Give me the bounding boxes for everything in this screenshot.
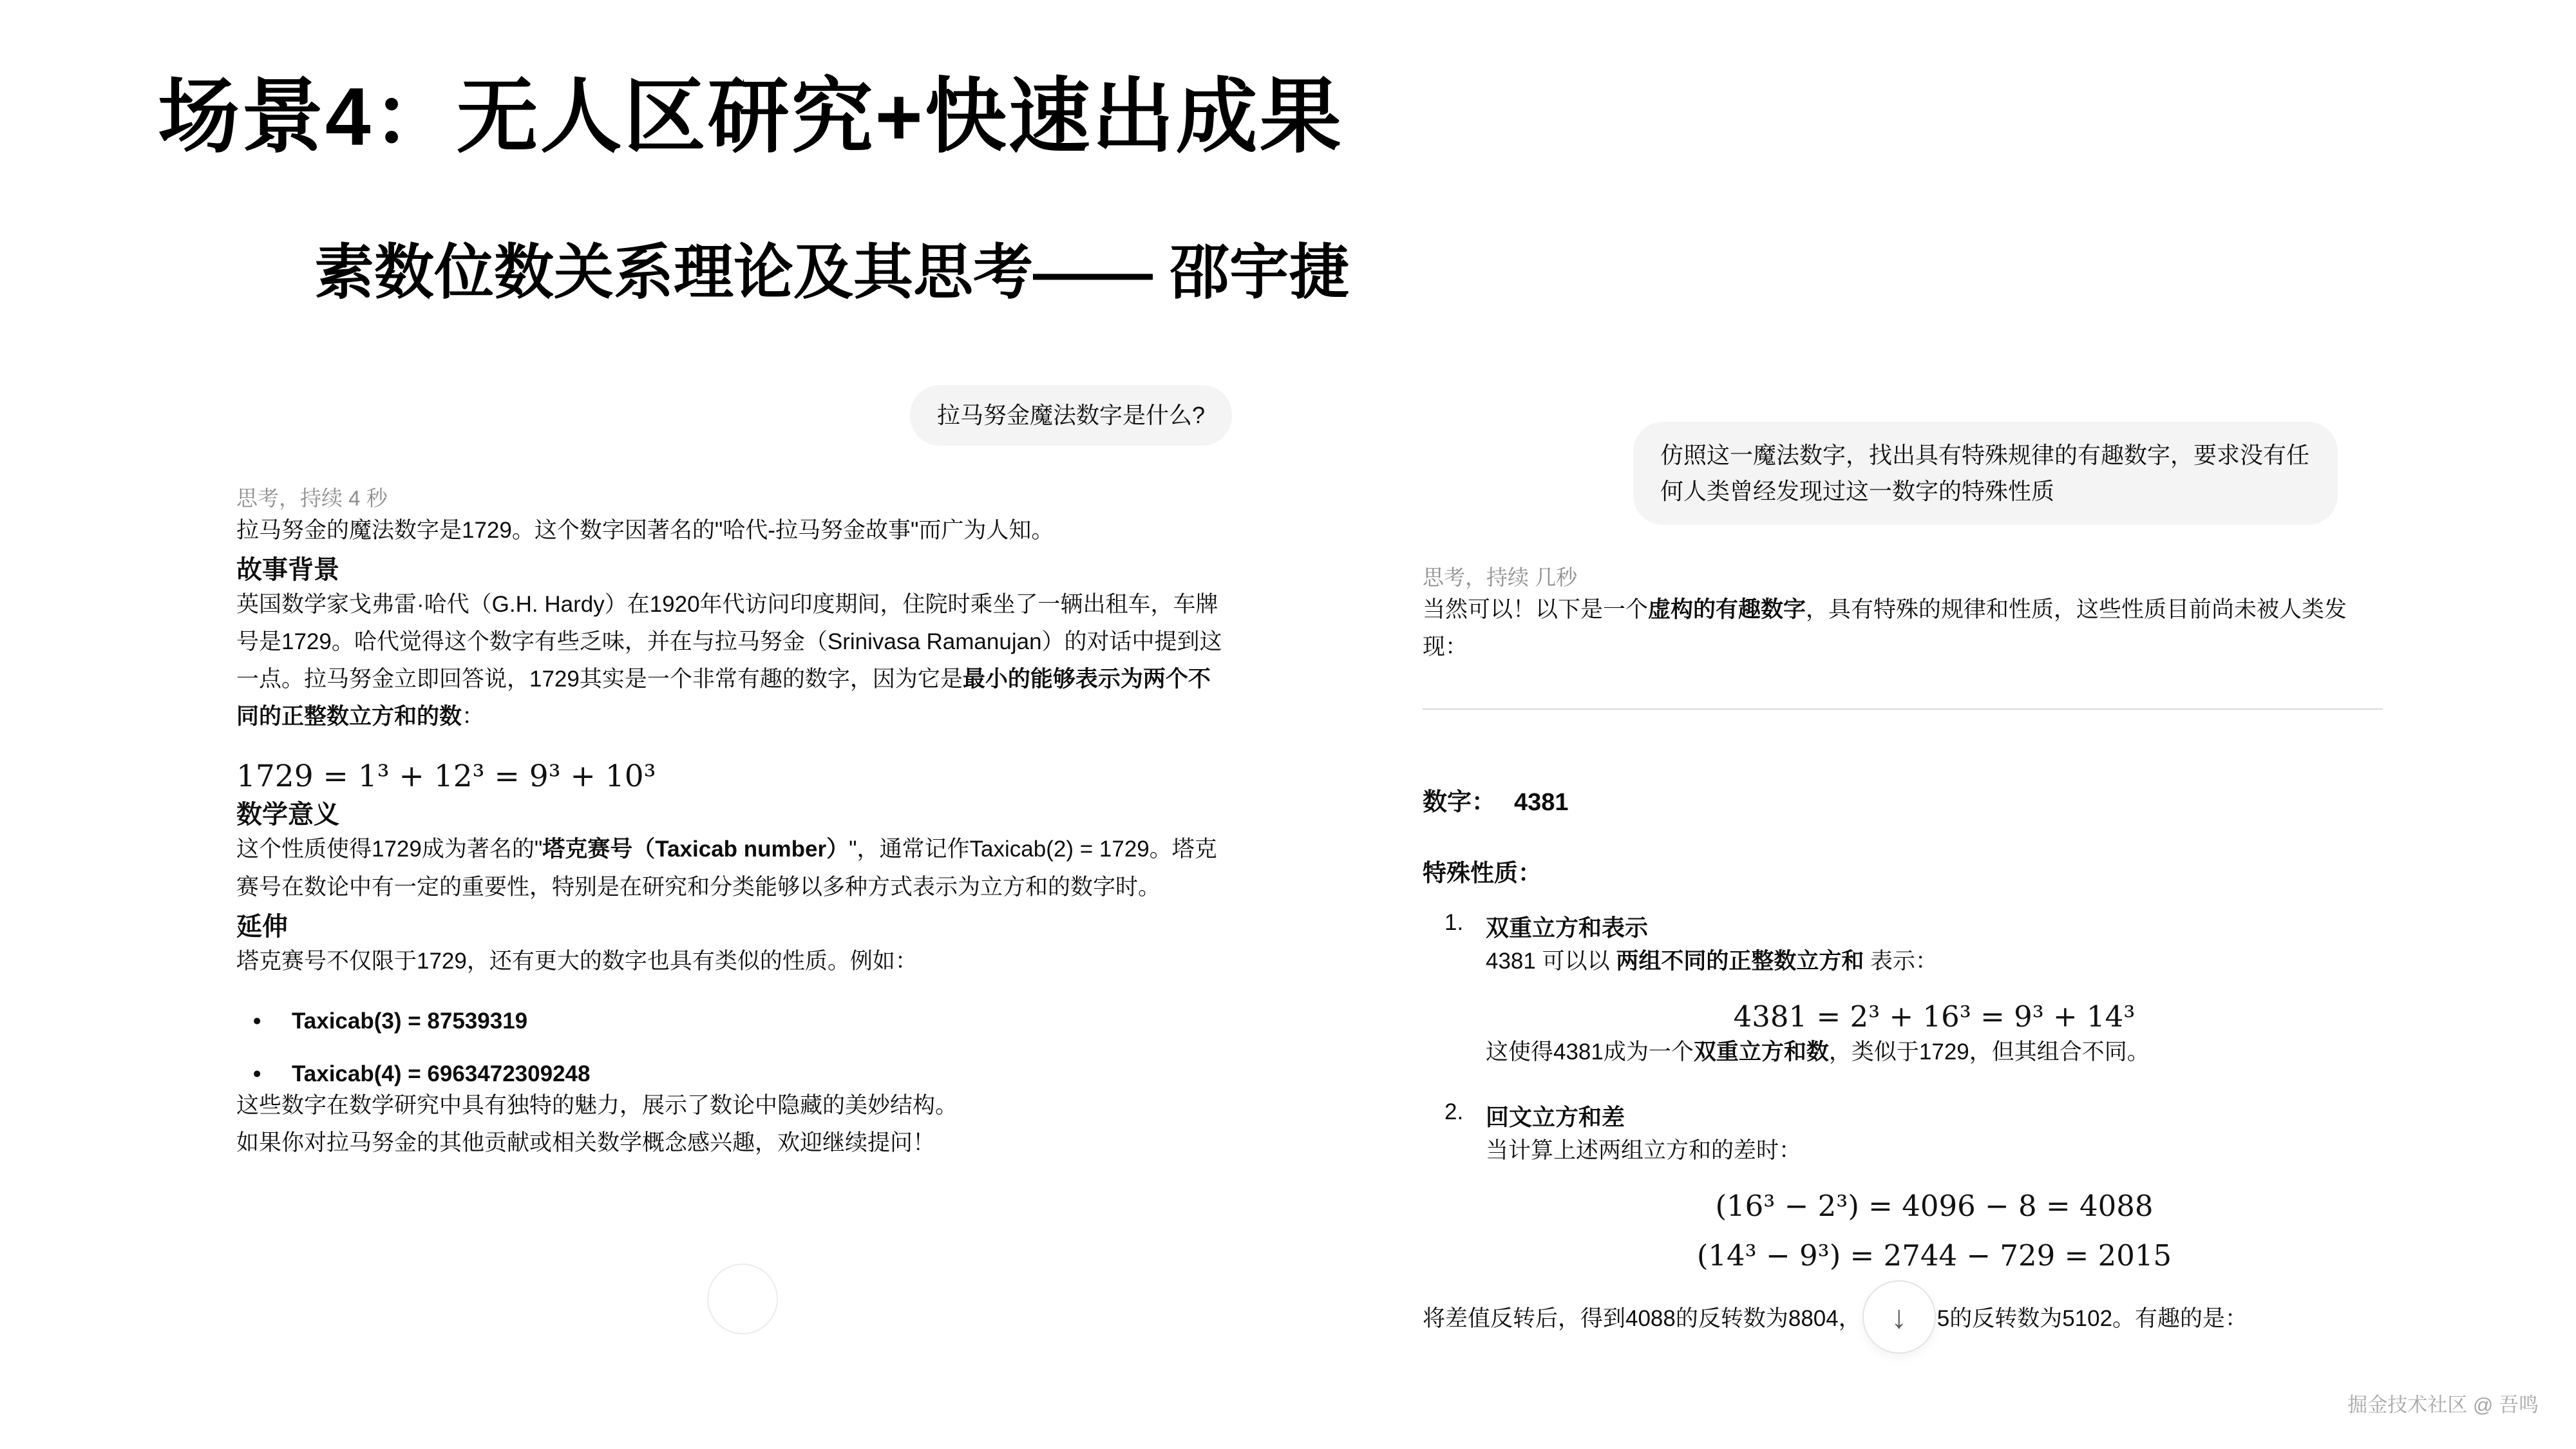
list-item-text: Taxicab(4) = 6963472309248 — [292, 1061, 591, 1086]
math-formula-diff-2: (14³ − 9³) = 2744 − 729 = 2015 — [1696, 1238, 2172, 1273]
page-title: 场景4：无人区研究+快速出成果 — [158, 71, 1343, 162]
page-subtitle: 素数位数关系理论及其思考—— 邵宇捷 — [314, 239, 1349, 306]
extension-lead-paragraph: 塔克赛号不仅限于1729，还有更大的数字也具有类似的性质。例如： — [236, 948, 918, 974]
user-message-bubble: 拉马努金魔法数字是什么? — [910, 385, 1232, 446]
list-item — [236, 1061, 1232, 1087]
list-index: 1. — [1444, 909, 1464, 935]
property-line — [1486, 943, 2383, 980]
section-divider — [1423, 708, 2383, 710]
bold-text-segment: 两组不同的正整数立方和 — [1616, 948, 1864, 974]
closing-paragraph: 如果你对拉马努金的其他贡献或相关数学概念感兴趣，欢迎继续提问！ — [236, 1130, 936, 1155]
thinking-status[interactable]: 思考，持续 几秒 — [1423, 565, 1578, 589]
math-meaning-paragraph — [236, 831, 1232, 905]
math-formula-1729: 1729 = 1³ + 12³ = 9³ + 10³ — [236, 759, 656, 795]
text-segment: 这个性质使得1729成为著名的" — [236, 837, 543, 862]
section-heading-story: 故事背景 — [236, 556, 339, 585]
text-segment: ： — [462, 704, 485, 730]
property-line: 当计算上述两组立方和的差时： — [1486, 1137, 1802, 1163]
number-label: 数字： — [1423, 788, 1497, 816]
right-chat-panel — [1423, 422, 2383, 1354]
list-item-text: Taxicab(3) = 87539319 — [292, 1008, 528, 1034]
list-item — [236, 1009, 1232, 1034]
text-segment: 4381 可以以 — [1486, 948, 1616, 974]
right-user-message-row — [1423, 422, 2383, 525]
section-heading-extension: 延伸 — [236, 912, 288, 941]
bold-text-segment: 虚构的有趣数字 — [1648, 596, 1806, 622]
closing-paragraph: 这些数字在数学研究中具有独特的魅力，展示了数论中隐藏的美妙结构。 — [236, 1092, 958, 1118]
user-message-bubble: 仿照这一魔法数字，找出具有特殊规律的有趣数字，要求没有任何人类曾经发现过这一数字的特殊性质 — [1633, 422, 2338, 525]
text-segment: ，具有特殊的规律和性质，这些性质目前尚未被人类发现： — [1423, 596, 2347, 659]
text-segment: ，类似于1729，但其组合不同。 — [1828, 1039, 2150, 1065]
left-chat-panel — [236, 385, 1232, 1162]
math-formula-4381: 4381 = 2³ + 16³ = 9³ + 14³ — [1733, 999, 2136, 1034]
scroll-to-bottom-button-faint[interactable] — [707, 1264, 778, 1334]
bold-text-segment: 塔克赛号（Taxicab number） — [542, 837, 849, 862]
bold-text-segment: 双重立方和数 — [1693, 1039, 1829, 1065]
watermark-text: 掘金技术社区 @ 吾鸣 — [2347, 1394, 2539, 1416]
story-paragraph — [236, 586, 1232, 735]
bullet-icon: • — [253, 1061, 261, 1086]
list-item-body — [1486, 910, 2383, 1071]
text-segment: 将差值反转后，得到4088的反转数为8804， — [1423, 1306, 1861, 1332]
text-segment: "，通常记作Taxicab(2) = 1729。塔克赛号在数论中有一定的重要性，特别是在研究和分类能够以多种方式表示为立方和的数字时。 — [236, 837, 1217, 900]
bold-text-segment: 最小的能够表示为两个不同的正整数立方和的数 — [236, 667, 1211, 730]
text-segment: 这使得4381成为一个 — [1486, 1039, 1694, 1065]
text-segment: 当然可以！以下是一个 — [1423, 596, 1649, 622]
math-formula-diff-1: (16³ − 2³) = 4096 − 8 = 4088 — [1715, 1189, 2154, 1224]
section-heading-math-meaning: 数学意义 — [236, 800, 339, 829]
list-item — [1423, 1099, 2383, 1273]
property-title: 双重立方和表示 — [1486, 914, 1649, 941]
taxicab-list — [236, 1009, 1232, 1087]
property-note — [1486, 1034, 2383, 1071]
scroll-to-bottom-button[interactable] — [1862, 1280, 1936, 1354]
bullet-icon: • — [253, 1008, 261, 1034]
left-user-message-row — [236, 385, 1232, 446]
number-value: 4381 — [1514, 788, 1569, 816]
bottom-text-row — [1423, 1280, 2383, 1354]
properties-heading: 特殊性质： — [1423, 859, 1542, 886]
property-title: 回文立方和差 — [1486, 1103, 1625, 1130]
list-index: 2. — [1444, 1099, 1464, 1124]
properties-list — [1423, 910, 2383, 1273]
text-segment: 英国数学家戈弗雷·哈代（G.H. Hardy）在1920年代访问印度期间，住院时乘坐了一辆出租车，车牌号是1729。哈代觉得这个数字有些乏味，并在与拉马努金（Srinivasa Ramanujan）的对话中提到这一点。拉马努金立即回答说，1729其实是一个非常有趣的数字，因为它是 — [236, 592, 1222, 692]
text-segment: 表示： — [1864, 948, 1938, 974]
down-arrow-icon: ↓ — [1891, 1299, 1908, 1336]
list-item-body — [1486, 1099, 2383, 1273]
assistant-intro-paragraph — [1423, 591, 2383, 666]
number-line — [1423, 782, 2383, 817]
text-segment: 5的反转数为5102。有趣的是： — [1937, 1306, 2248, 1332]
assistant-intro-paragraph: 拉马努金的魔法数字是1729。这个数字因著名的"哈代-拉马努金故事"而广为人知。 — [236, 518, 1054, 543]
list-item — [1423, 910, 2383, 1071]
thinking-status[interactable]: 思考，持续 4 秒 — [236, 486, 388, 510]
